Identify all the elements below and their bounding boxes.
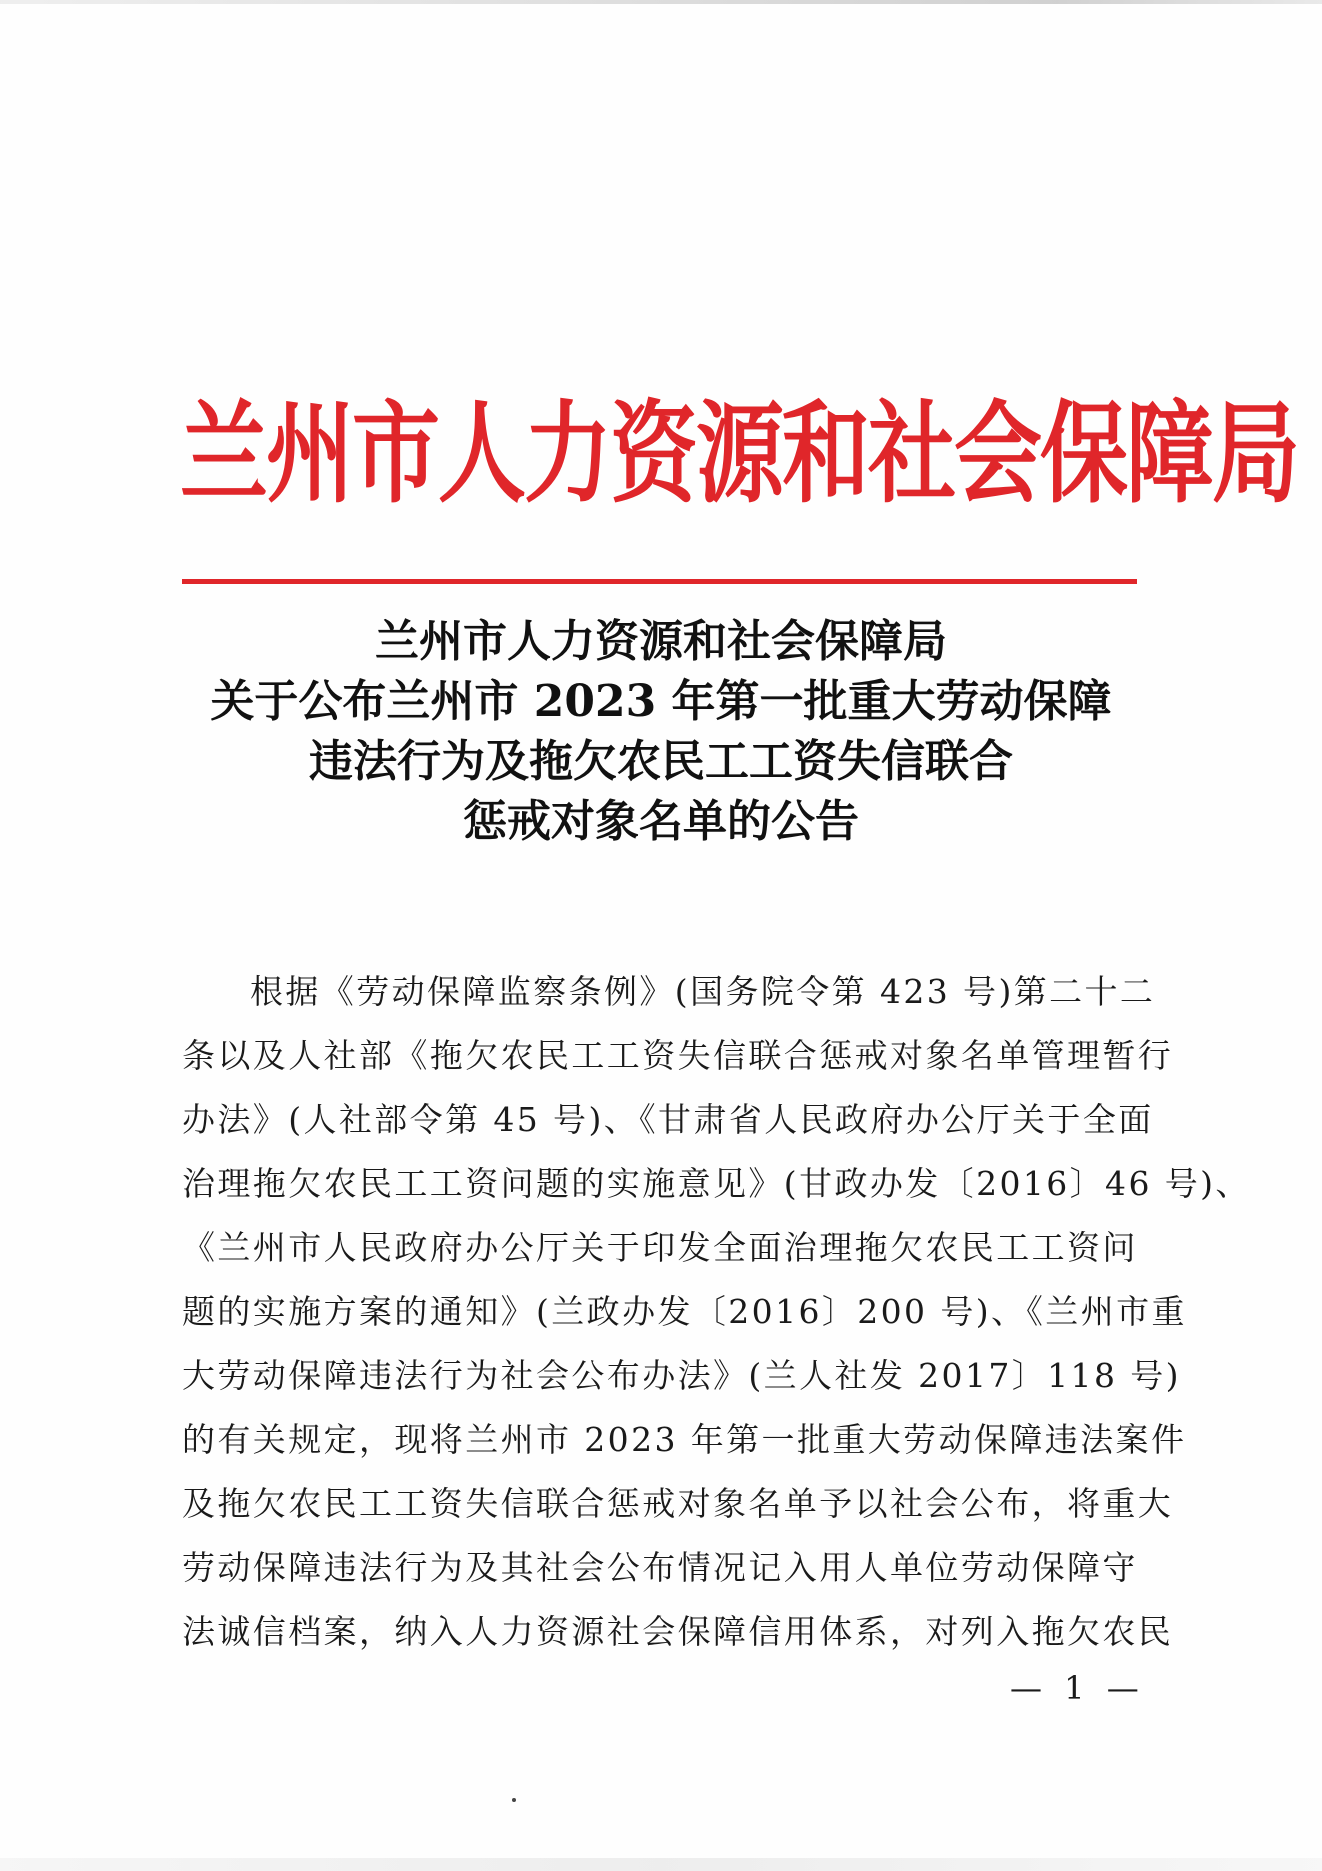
body-line: 劳动保障违法行为及其社会公布情况记入用人单位劳动保障守	[182, 1548, 1138, 1587]
title-line: 惩戒对象名单的公告	[463, 796, 859, 847]
body-line: 治理拖欠农民工工资问题的实施意见》(甘政办发〔2016〕46 号)、	[182, 1164, 1251, 1203]
body-paragraph	[182, 960, 1251, 1664]
letterhead-red-rule	[182, 579, 1137, 584]
body-line: 根据《劳动保障监察条例》(国务院令第 423 号)第二十二	[250, 972, 1156, 1011]
body-line: 办法》(人社部令第 45 号)、《甘肃省人民政府办公厅关于全面	[182, 1100, 1154, 1139]
body-line: 题的实施方案的通知》(兰政办发〔2016〕200 号)、《兰州市重	[182, 1292, 1187, 1331]
scan-speck	[512, 1798, 516, 1802]
body-line: 及拖欠农民工工资失信联合惩戒对象名单予以社会公布，将重大	[182, 1484, 1174, 1523]
agency-letterhead: 兰州市人力资源和社会保障局	[180, 388, 1299, 518]
title-line: 关于公布兰州市 2023 年第一批重大劳动保障	[210, 676, 1112, 727]
page-number: — 1 —	[1010, 1669, 1145, 1707]
body-line: 条以及人社部《拖欠农民工工资失信联合惩戒对象名单管理暂行	[182, 1036, 1174, 1075]
scan-edge-top	[0, 0, 1322, 4]
body-line: 法诚信档案，纳入人力资源社会保障信用体系，对列入拖欠农民	[182, 1612, 1174, 1651]
document-title	[150, 612, 1172, 852]
scan-edge-bottom	[0, 1858, 1322, 1871]
body-line: 《兰州市人民政府办公厅关于印发全面治理拖欠农民工工资问	[182, 1228, 1138, 1267]
body-line: 大劳动保障违法行为社会公布办法》(兰人社发 2017〕118 号)	[182, 1356, 1181, 1395]
title-line: 兰州市人力资源和社会保障局	[375, 616, 947, 667]
body-line: 的有关规定，现将兰州市 2023 年第一批重大劳动保障违法案件	[182, 1420, 1187, 1459]
title-line: 违法行为及拖欠农民工工资失信联合	[309, 736, 1013, 787]
